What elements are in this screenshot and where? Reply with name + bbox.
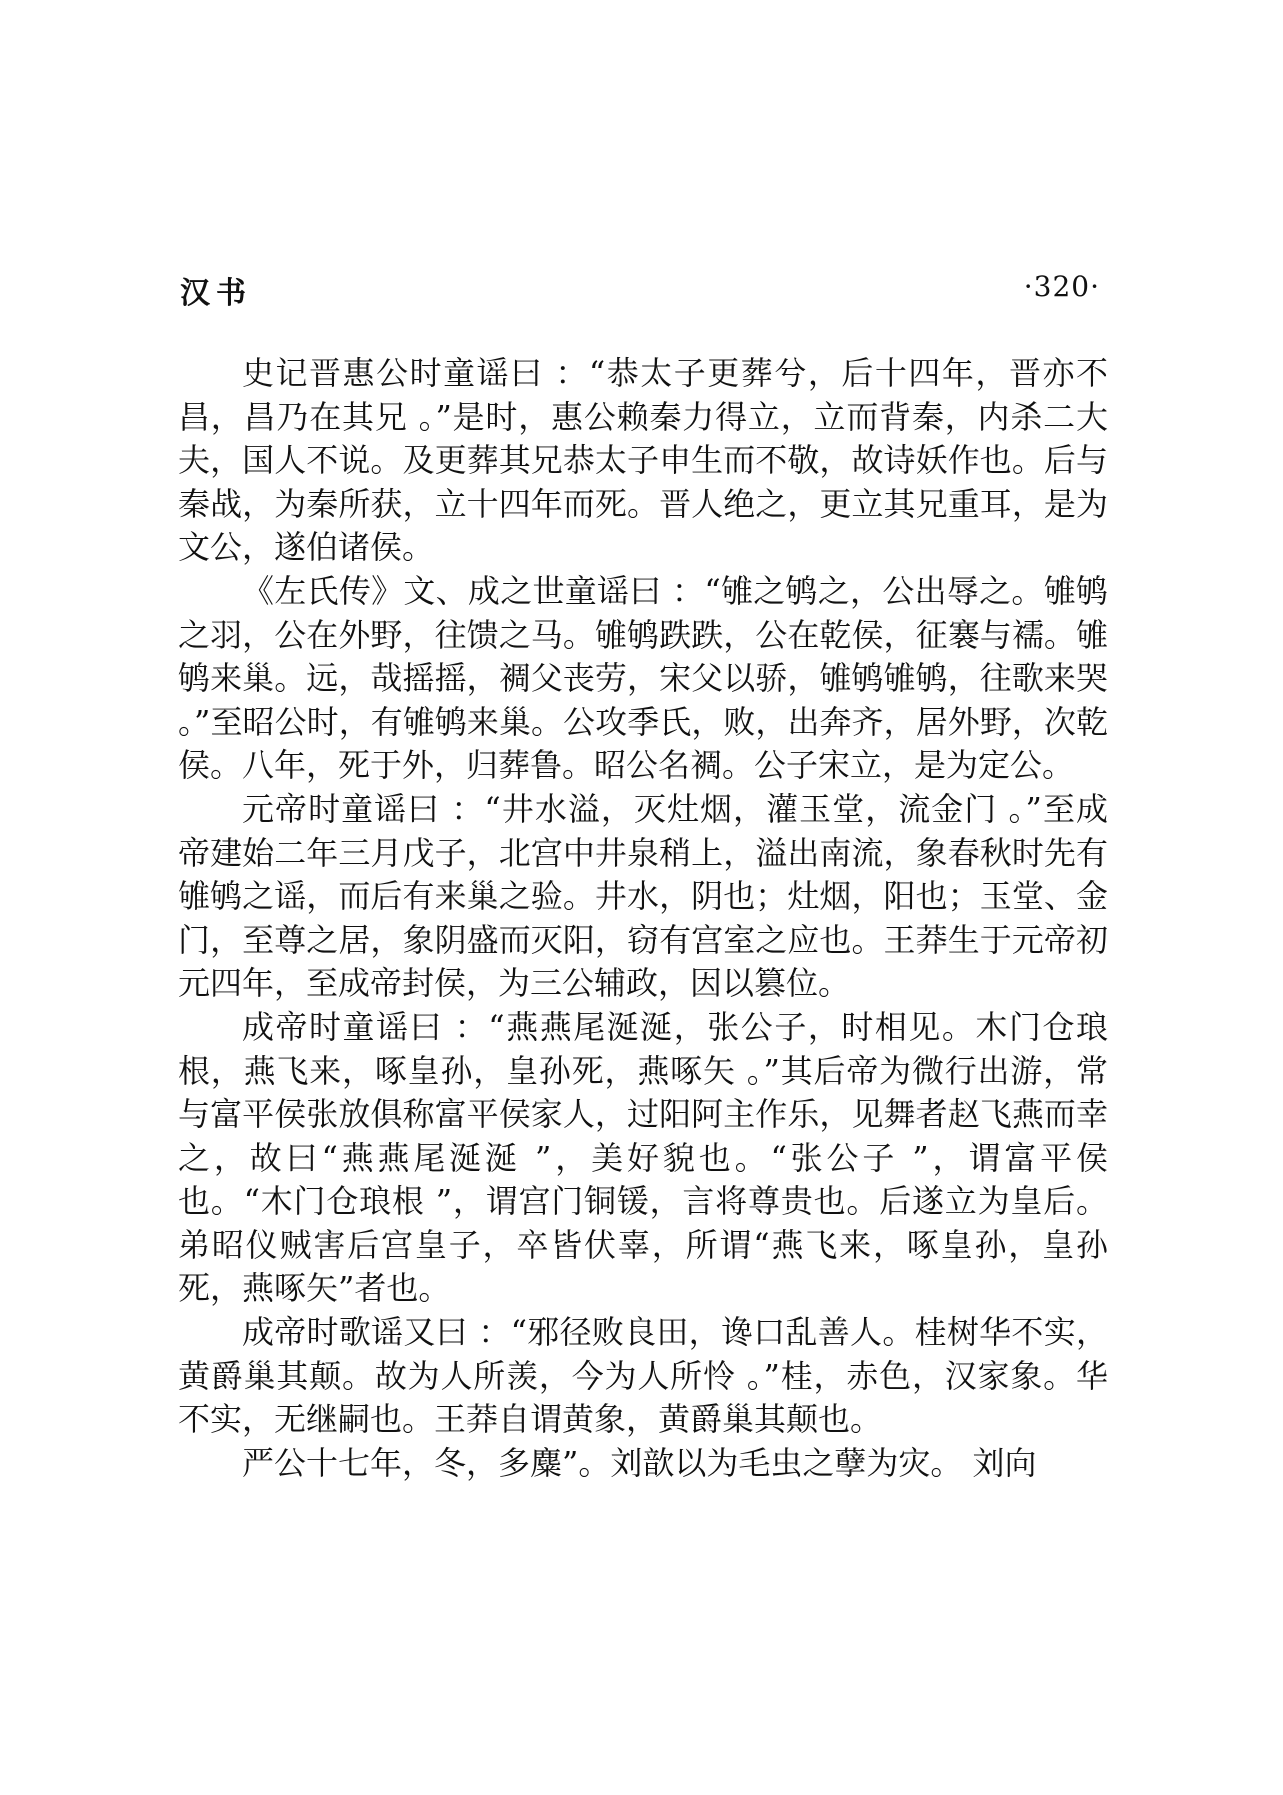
- paragraph-zuo-shi-zhuan: 《左氏传》文、成之世童谣曰 ：“雊之鸲之，公出辱之。雊鸲之羽，公在外野，往馈之马。雊鸲跌跌，公在乾侯，征褰与襦。雊鸲来巢。远，哉摇摇，裯父丧劳，宋父以骄，雊鸲雊鸲，往歌来哭 。”至昭公时，有雊鸲来巢。公攻季氏，败，出奔齐，居外野，次乾侯。八年，死于外，归葬鲁。昭公名裯。公子宋立，是为定公。: [178, 571, 1108, 785]
- body-text: [178, 352, 1108, 1485]
- paragraph-yan-gong: 严公十七年，冬，多麋”。刘歆以为毛虫之孽为灾。 刘向: [242, 1443, 1037, 1482]
- book-title: 汉书: [180, 276, 252, 311]
- paragraph-yuan-di: 元帝时童谣曰 ：“井水溢，灭灶烟，灌玉堂，流金门 。”至成帝建始二年三月戊子，北宫中井泉稍上，溢出南流，象春秋时先有雊鸲之谣，而后有来巢之验。井水，阴也；灶烟，阳也；玉堂、金门，至尊之居，象阴盛而灭阳，窃有宫室之应也。王莽生于元帝初元四年，至成帝封侯，为三公辅政，因以篡位。: [178, 789, 1108, 1003]
- page-header: [180, 268, 1100, 312]
- paragraph-cheng-di-tongyao: 成帝时童谣曰 ：“燕燕尾涎涎，张公子，时相见。木门仓琅根，燕飞来，啄皇孙，皇孙死，燕啄矢 。”其后帝为微行出游，常与富平侯张放俱称富平侯家人，过阳阿主作乐，见舞者赵飞燕而幸之，故曰“燕燕尾涎涎 ”，美好貌也。“张公子 ”，谓富平侯也。“木门仓琅根 ”，谓宫门铜锾，言将尊贵也。后遂立为皇后。弟昭仪贼害后宫皇子，卒皆伏辜，所谓“燕飞来，啄皇孙，皇孙死，燕啄矢”者也。: [178, 1007, 1108, 1308]
- paragraph-jin-hui-gong: 史记晋惠公时童谣曰 ：“恭太子更葬兮，后十四年，晋亦不昌，昌乃在其兄 。”是时，惠公赖秦力得立，立而背秦，内杀二大夫，国人不说。及更葬其兄恭太子申生而不敬，故诗妖作也。后与秦战，为秦所获，立十四年而死。晋人绝之，更立其兄重耳，是为文公，遂伯诸侯。: [178, 354, 1108, 567]
- page-number: ·320·: [1023, 270, 1100, 303]
- paragraph-cheng-di-geyao: 成帝时歌谣又曰 ：“邪径败良田，谗口乱善人。桂树华不实，黄爵巢其颠。故为人所羡，今为人所怜 。”桂，赤色，汉家象。华不实，无继嗣也。王莽自谓黄象，黄爵巢其颠也。: [178, 1313, 1108, 1439]
